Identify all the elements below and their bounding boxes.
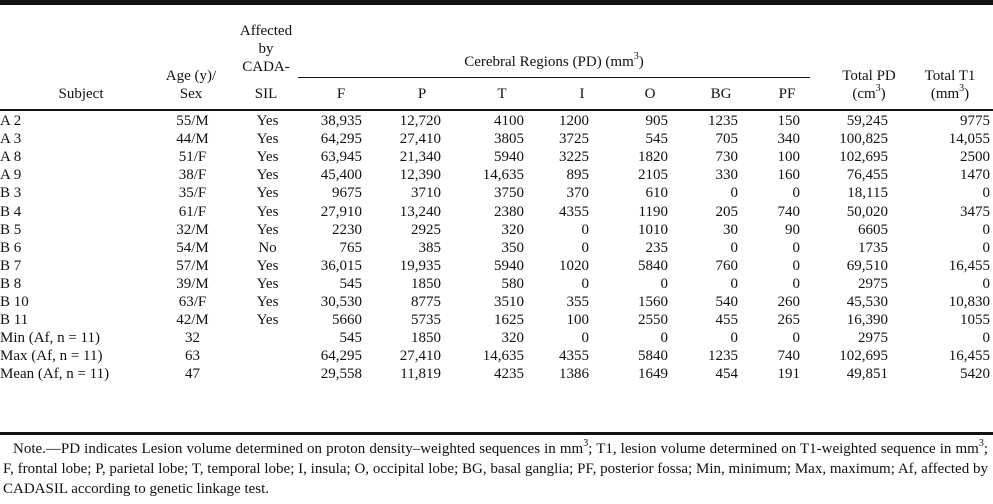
cell-affected: Yes — [256, 312, 279, 329]
cell-total-t1: 1470 — [960, 167, 990, 184]
cell-region-pf: 191 — [777, 366, 800, 383]
cell-region-bg: 760 — [715, 257, 738, 274]
cell-region-i: 0 — [581, 330, 589, 347]
table-row — [0, 275, 993, 293]
cell-region-pf: 260 — [777, 293, 800, 310]
cell-subject: B 6 — [0, 239, 22, 256]
cell-region-bg: 0 — [730, 239, 738, 256]
cell-total-pd: 102,695 — [839, 149, 888, 166]
cell-region-t: 4100 — [494, 113, 524, 130]
cell-region-o: 1010 — [638, 221, 668, 238]
cell-region-o: 1560 — [638, 293, 668, 310]
cell-region-p: 19,935 — [399, 257, 441, 274]
cell-subject: B 11 — [0, 312, 29, 329]
cell-region-o: 545 — [645, 131, 668, 148]
cell-total-pd: 49,851 — [846, 366, 888, 383]
cell-affected: Yes — [256, 167, 279, 184]
cell-affected: Yes — [256, 131, 279, 148]
cell-region-pf: 265 — [777, 312, 800, 329]
header-region-p: P — [417, 86, 427, 102]
cell-total-pd: 45,530 — [846, 293, 888, 310]
cell-total-pd: 69,510 — [846, 257, 888, 274]
cell-region-t: 580 — [501, 275, 524, 292]
table-row — [0, 202, 993, 220]
cell-region-bg: 30 — [723, 221, 738, 238]
cell-region-bg: 540 — [715, 293, 738, 310]
cell-region-p: 2925 — [411, 221, 441, 238]
cell-region-t: 320 — [501, 330, 524, 347]
cell-age-sex: 39/M — [176, 275, 209, 292]
cell-subject: B 4 — [0, 203, 22, 220]
cell-region-i: 1200 — [559, 113, 589, 130]
cell-region-f: 765 — [339, 239, 362, 256]
header-affected-line2: by — [258, 41, 274, 57]
cell-region-o: 235 — [645, 239, 668, 256]
cell-region-t: 3805 — [494, 131, 524, 148]
cell-region-pf: 90 — [785, 221, 800, 238]
cell-region-o: 0 — [660, 330, 668, 347]
cell-age-sex: 51/F — [178, 149, 207, 166]
table-top-rule — [0, 0, 993, 5]
cell-region-i: 4355 — [559, 203, 589, 220]
cell-subject: A 9 — [0, 167, 22, 184]
cell-subject: B 5 — [0, 221, 22, 238]
cell-region-o: 5840 — [638, 257, 668, 274]
cell-subject: B 8 — [0, 275, 22, 292]
header-region-i: I — [579, 86, 585, 102]
header-affected-line3: CADA- — [242, 59, 290, 75]
cell-affected: Yes — [256, 113, 279, 130]
cell-affected: Yes — [256, 203, 279, 220]
cell-affected: Yes — [256, 221, 279, 238]
cell-region-f: 9675 — [332, 185, 362, 202]
cell-total-pd: 2975 — [858, 275, 888, 292]
cell-region-f: 27,910 — [320, 203, 362, 220]
cell-total-t1: 14,055 — [948, 131, 990, 148]
table-body — [0, 112, 993, 383]
cell-region-p: 11,819 — [400, 366, 441, 383]
cell-total-t1: 10,830 — [948, 293, 990, 310]
cell-total-t1: 0 — [982, 185, 990, 202]
cell-region-p: 385 — [418, 239, 441, 256]
cell-age-sex: 32 — [185, 330, 200, 347]
cell-region-p: 27,410 — [399, 131, 441, 148]
cell-region-o: 610 — [645, 185, 668, 202]
cell-region-pf: 0 — [792, 330, 800, 347]
cell-region-i: 0 — [581, 221, 589, 238]
table-row — [0, 112, 993, 130]
regions-span-rule — [298, 77, 810, 78]
cell-age-sex: 57/M — [176, 257, 209, 274]
cell-region-t: 5940 — [494, 149, 524, 166]
cell-subject: Mean (Af, n = 11) — [0, 366, 110, 383]
cell-region-bg: 454 — [715, 366, 738, 383]
cell-affected: Yes — [256, 293, 279, 310]
cell-total-t1: 0 — [982, 221, 990, 238]
cell-region-f: 45,400 — [320, 167, 362, 184]
cell-subject: A 2 — [0, 113, 22, 130]
cell-region-t: 3510 — [494, 293, 524, 310]
table-row — [0, 311, 993, 329]
cell-region-p: 12,390 — [399, 167, 441, 184]
cell-region-i: 4355 — [559, 348, 589, 365]
cell-region-f: 63,945 — [320, 149, 362, 166]
cell-region-p: 3710 — [411, 185, 441, 202]
cell-total-t1: 0 — [982, 239, 990, 256]
cell-region-o: 905 — [645, 113, 668, 130]
cell-region-i: 3225 — [559, 149, 589, 166]
cell-age-sex: 42/M — [176, 312, 209, 329]
cell-region-i: 355 — [566, 293, 589, 310]
table-row — [0, 130, 993, 148]
cell-region-i: 1020 — [559, 257, 589, 274]
cell-region-i: 0 — [581, 239, 589, 256]
table-note: Note.—PD indicates Lesion volume determined on proton density–weighted sequences in $mm^3$; T1, lesion volume determined on T1-weighted sequence in $mm^3$; F, frontal lobe; P, parietal lobe; T, temporal lobe; I, insula; O, occipital lobe; BG, basal ganglia; PF, posterior fossa; Min, minimum; Max, maximum; Af, affected by CADASIL according to genetic linkage test. — [3, 438, 988, 497]
cell-total-pd: 50,020 — [846, 203, 888, 220]
cell-total-pd: 102,695 — [839, 348, 888, 365]
header-age-line2: Sex — [179, 86, 203, 102]
table-row — [0, 293, 993, 311]
cell-region-t: 320 — [501, 221, 524, 238]
cell-region-bg: 705 — [715, 131, 738, 148]
cell-region-pf: 160 — [777, 167, 800, 184]
cell-affected: Yes — [256, 257, 279, 274]
cell-total-pd: 100,825 — [839, 131, 888, 148]
cell-region-f: 38,935 — [320, 113, 362, 130]
cell-age-sex: 47 — [185, 366, 200, 383]
cell-region-bg: 0 — [730, 330, 738, 347]
cell-region-o: 1190 — [638, 203, 668, 220]
cell-age-sex: 35/F — [178, 185, 207, 202]
cell-age-sex: 63/F — [178, 293, 207, 310]
header-region-pf: PF — [778, 86, 796, 102]
cell-region-t: 14,635 — [482, 167, 524, 184]
cell-age-sex: 32/M — [176, 221, 209, 238]
cell-region-pf: 150 — [777, 113, 800, 130]
cell-region-bg: 455 — [715, 312, 738, 329]
cell-affected: Yes — [256, 185, 279, 202]
cell-age-sex: 44/M — [176, 131, 209, 148]
cell-total-t1: 2500 — [960, 149, 990, 166]
cell-total-t1: 5420 — [960, 366, 990, 383]
cell-region-pf: 740 — [777, 203, 800, 220]
table-row — [0, 148, 993, 166]
cell-subject: B 3 — [0, 185, 22, 202]
cell-subject: A 3 — [0, 131, 22, 148]
cell-subject: B 10 — [0, 293, 29, 310]
cell-region-o: 1649 — [638, 366, 668, 383]
header-subject: Subject — [58, 86, 104, 102]
cell-total-t1: 0 — [982, 330, 990, 347]
cell-region-bg: 0 — [730, 275, 738, 292]
cell-subject: B 7 — [0, 257, 22, 274]
cell-region-pf: 0 — [792, 275, 800, 292]
cell-region-pf: 0 — [792, 239, 800, 256]
table-row — [0, 347, 993, 365]
cell-region-f: 545 — [339, 275, 362, 292]
cell-total-t1: 16,455 — [948, 257, 990, 274]
cell-age-sex: 38/F — [178, 167, 207, 184]
table-row — [0, 221, 993, 239]
cell-region-pf: 740 — [777, 348, 800, 365]
cell-region-o: 2105 — [638, 167, 668, 184]
cell-total-pd: 1735 — [858, 239, 888, 256]
cell-region-bg: 1235 — [708, 348, 738, 365]
cell-region-o: 2550 — [638, 312, 668, 329]
header-affected-line1: Affected — [239, 23, 293, 39]
cell-affected — [235, 329, 300, 347]
header-total-t1-line1: Total T1 — [924, 68, 976, 84]
cell-subject: Min (Af, n = 11) — [0, 330, 100, 347]
cell-region-i: 895 — [566, 167, 589, 184]
cell-total-t1: 1055 — [960, 312, 990, 329]
cell-age-sex: 54/M — [176, 239, 209, 256]
cell-region-p: 8775 — [411, 293, 441, 310]
cell-region-p: 21,340 — [399, 149, 441, 166]
cell-region-pf: 100 — [777, 149, 800, 166]
cell-region-pf: 340 — [777, 131, 800, 148]
cell-region-t: 2380 — [494, 203, 524, 220]
cell-total-t1: 3475 — [960, 203, 990, 220]
table-bottom-rule — [0, 432, 993, 435]
table-row — [0, 166, 993, 184]
cell-age-sex: 55/M — [176, 113, 209, 130]
cell-region-bg: 1235 — [708, 113, 738, 130]
cell-region-t: 14,635 — [482, 348, 524, 365]
cell-region-o: 0 — [660, 275, 668, 292]
cell-region-p: 12,720 — [399, 113, 441, 130]
header-total-t1-line2: $(mm^3)$ — [930, 83, 970, 102]
header-region-t: T — [497, 86, 507, 102]
cell-region-t: 350 — [501, 239, 524, 256]
cell-affected: Yes — [256, 275, 279, 292]
cell-region-p: 1850 — [411, 275, 441, 292]
header-affected-line4: SIL — [254, 86, 278, 102]
cell-region-f: 64,295 — [320, 348, 362, 365]
header-age-line1: Age (y)/ — [165, 68, 217, 84]
cell-region-o: 5840 — [638, 348, 668, 365]
cell-subject: Max (Af, n = 11) — [0, 348, 103, 365]
cell-region-f: 2230 — [332, 221, 362, 238]
cell-region-f: 30,530 — [320, 293, 362, 310]
header-regions-group: Cerebral Regions (PD) $(mm^3)$ — [464, 51, 644, 70]
cell-total-pd: 16,390 — [846, 312, 888, 329]
cell-region-f: 29,558 — [320, 366, 362, 383]
cell-total-pd: 6605 — [858, 221, 888, 238]
cell-region-f: 36,015 — [320, 257, 362, 274]
table-row — [0, 365, 993, 383]
cell-region-o: 1820 — [638, 149, 668, 166]
header-region-bg: BG — [710, 86, 732, 102]
table-row — [0, 329, 993, 347]
cell-region-pf: 0 — [792, 257, 800, 274]
cell-region-i: 370 — [566, 185, 589, 202]
cell-affected — [235, 365, 300, 383]
cell-region-f: 545 — [339, 330, 362, 347]
header-total-pd-line2: $(cm^3)$ — [852, 83, 886, 102]
cell-subject: A 8 — [0, 149, 22, 166]
cell-region-t: 3750 — [494, 185, 524, 202]
cell-total-t1: 9775 — [960, 113, 990, 130]
cell-total-t1: 16,455 — [948, 348, 990, 365]
cell-total-pd: 76,455 — [846, 167, 888, 184]
cell-age-sex: 61/F — [178, 203, 207, 220]
table-row — [0, 239, 993, 257]
cell-region-bg: 0 — [730, 185, 738, 202]
cell-total-pd: 59,245 — [846, 113, 888, 130]
cell-total-pd: 2975 — [858, 330, 888, 347]
cell-region-bg: 330 — [715, 167, 738, 184]
cell-region-p: 1850 — [411, 330, 441, 347]
cell-region-f: 5660 — [332, 312, 362, 329]
cell-region-bg: 205 — [715, 203, 738, 220]
cell-region-i: 1386 — [559, 366, 589, 383]
cell-affected — [235, 347, 300, 365]
data-table — [0, 112, 993, 383]
cell-region-p: 27,410 — [399, 348, 441, 365]
cell-region-pf: 0 — [792, 185, 800, 202]
cell-total-pd: 18,115 — [847, 185, 888, 202]
table-row — [0, 257, 993, 275]
cell-region-i: 3725 — [559, 131, 589, 148]
header-region-o: O — [644, 86, 656, 102]
cell-region-p: 5735 — [411, 312, 441, 329]
cell-region-bg: 730 — [715, 149, 738, 166]
cell-affected: No — [258, 239, 277, 256]
table-row — [0, 184, 993, 202]
cell-total-t1: 0 — [982, 275, 990, 292]
header-bottom-rule — [0, 109, 993, 111]
cell-region-i: 0 — [581, 275, 589, 292]
cell-region-t: 1625 — [494, 312, 524, 329]
cell-region-t: 4235 — [494, 366, 524, 383]
header-region-f: F — [336, 86, 346, 102]
cell-region-t: 5940 — [494, 257, 524, 274]
cell-region-p: 13,240 — [399, 203, 441, 220]
cell-region-i: 100 — [566, 312, 589, 329]
header-total-pd-line1: Total PD — [842, 68, 896, 84]
cell-region-f: 64,295 — [320, 131, 362, 148]
cell-affected: Yes — [256, 149, 279, 166]
cell-age-sex: 63 — [185, 348, 200, 365]
